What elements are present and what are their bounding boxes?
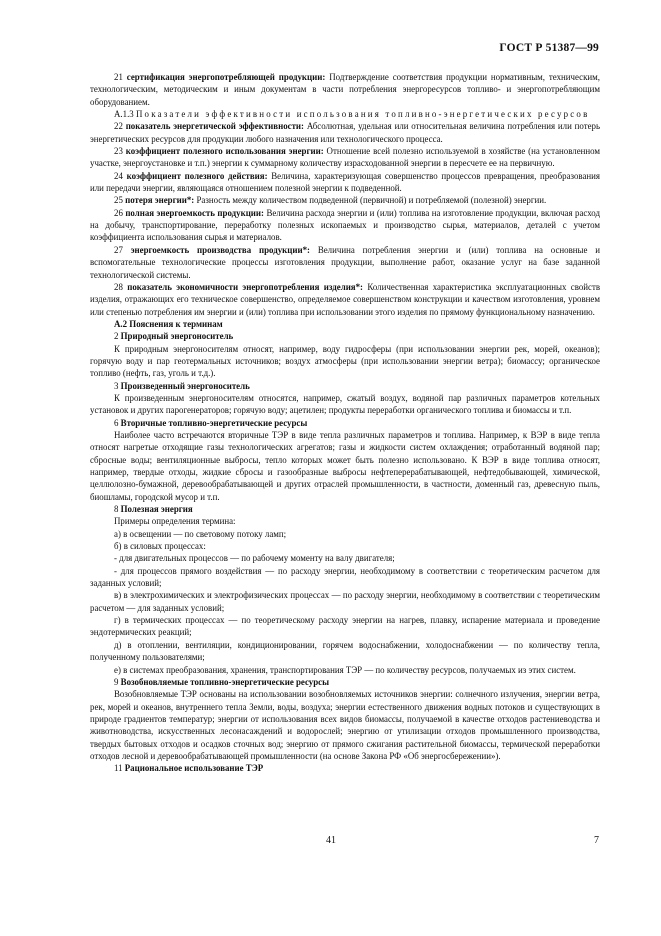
explanation-heading: 9 Возобновляемые топливно-энергетические ресурсы [114, 676, 330, 687]
explanation-paragraph: в) в электрохимических и электрофизических процессах — по расходу энергии, необходимому в соответствии с теоретическим расчетом — для заданных условий; [90, 590, 600, 613]
page-number: 41 [326, 835, 336, 846]
term-entry: 22 показатель энергетической эффективности: Абсолютная, удельная или относительная величина потребления или потерь энергетических ресурсов для продукции любого назначения или технологического процесса. [90, 121, 601, 144]
explanation-paragraph: - для процессов прямого воздействия — по расходу энергии, необходимому в соответствии с теоретическим расчетом для заданных условий; [90, 565, 600, 589]
term-entry: 27 энергоемкость производства продукции*: Величина потребления энергии и (или) топлива на основные и вспомогательные технологические процессы изготовления продукции, выполнение работ, оказание услуг на базе заданной технологической системы. [90, 244, 601, 280]
term-entry: 28 показатель экономичности энергопотребления изделия*: Количественная характеристика эксплуатационных свойств изделия, отражающих его техническое совершенство, определяемое совершенством конструкции и качеством изготовления, уровнем или степенью потребления им энергии и (или) топлива при использовании этого изделия по прямому функциональному назначению. [90, 281, 601, 317]
section-heading-a13: А.1.3 Показатели эффективности использования топливно-энергетических ресурсов [114, 109, 590, 120]
explanation-paragraph: К природным энергоносителям относят, например, воду гидросферы (при использовании энергии рек, морей, океанов); горячую воду и пар геотермальных источников; воздух атмосферы (при использовании энергии ветра); биомассу; органическое топливо (нефть, газ, уголь и т.д.). [90, 343, 600, 379]
explanation-paragraph: К произведенным энергоносителям относятся, например, сжатый воздух, водяной пар различных параметров котельных установок и других парогенераторов; горячую воду; ацетилен; продукты переработки органического топлива и биомассы и т.п. [90, 392, 600, 416]
explanation-paragraph: Возобновляемые ТЭР основаны на использовании возобновляемых источников энергии: солнечного излучения, энергии ветра, рек, морей и океанов, внутреннего тепла Земли, воды, воздуха; энергии естественного движения водных потоков и существующих в природе градиентов температур; энергии от использования всех видов биомассы, получаемой в качестве отходов растениеводства и животноводства, искусственных лесонасаждений и водорослей; энергию от утилизации отходов промышленного производства, твердых бытовых отходов и осадков сточных вод; энергию от прямого сжигания растительной биомассы, термической переработки отходов лесной и деревообрабатывающей промышленности (на основе Закона РФ «Об энергосбережении»). [90, 689, 600, 761]
explanation-heading: 8 Полезная энергия [114, 504, 193, 515]
term-entry: 21 сертификация энергопотребляющей продукции: Подтверждение соответствия продукции нормативным, техническим, технологическим, методическим и иным документам в части потребления энергоресурсов топливо- и энергопотребляющим оборудованием. [90, 72, 601, 107]
document-body [90, 71, 600, 775]
explanation-heading: 3 Произведенный энергоноситель [114, 380, 250, 391]
section-heading-a2: А.2 Пояснения к терминам [114, 318, 223, 329]
page-number-corner: 7 [594, 835, 599, 846]
standard-header: ГОСТ Р 51387—99 [499, 42, 599, 54]
explanation-paragraph: г) в термических процессах — по теоретическому расходу энергии на нагрев, плавку, испарение материала и проведение эндотермических реакций; [90, 615, 600, 638]
explanation-paragraph: е) в системах преобразования, хранения, транспортирования ТЭР — по количеству ресурсов, получаемых из этих систем. [114, 664, 576, 675]
explanation-heading: 2 Природный энергоноситель [114, 331, 234, 342]
explanation-heading: 6 Вторичные топливно-энергетические ресурсы [114, 417, 308, 428]
explanation-paragraph: Примеры определения термина: [114, 516, 236, 527]
explanation-paragraph: д) в отоплении, вентиляции, кондиционировании, горячем водоснабжении, холодоснабжении — по количеству тепла, полученному пользователями; [90, 639, 600, 663]
explanation-heading: 11 Рациональное использование ТЭР [114, 763, 264, 774]
term-entry: 25 потеря энергии*: Разность между количеством подведенной (первичной) и потребляемой (полезной) энергии. [114, 195, 547, 206]
explanation-paragraph: б) в силовых процессах: [114, 541, 206, 552]
term-entry: 26 полная энергоемкость продукции: Величина расхода энергии и (или) топлива на изготовление продукции, включая расход на добычу, транспортирование, переработку полезных ископаемых и производство сырья, материалов, деталей с учетом коэффициента использования сырья и материалов. [90, 207, 600, 243]
explanation-paragraph: Наиболее часто встречаются вторичные ТЭР в виде тепла различных параметров и топлива. Например, к ВЭР в виде тепла относят нагретые отходящие газы технологических агрегатов; газы и жидкости систем охлаждения; отработанный водяной пар; сбросные воды; вентиляционные выбросы, тепло которых может быть полезно использовано. К ВЭР в виде топлива относят, например, твердые отходы, жидкие сбросы и газообразные выбросы нефтеперерабатывающей, нефтедобывающей, химической, целлюлозно-бумажной, деревообрабатывающей и других отраслей промышленности, в частности, доменный газ, древесную пыль, биошламы, городской мусор и т.п. [90, 429, 600, 502]
explanation-paragraph: а) в освещении — по световому потоку ламп; [114, 528, 287, 539]
term-entry: 23 коэффициент полезного использования энергии: Отношение всей полезно используемой в хозяйстве (на установленном участке, энергоустановке и т.п.) энергии к суммарному количеству израсходованной энергии в пересчете ее на первичную. [90, 146, 601, 169]
term-entry: 24 коэффициент полезного действия: Величина, характеризующая совершенство процессов превращения, преобразования или передачи энергии, являющаяся отношением полезной энергии к подведенной. [90, 170, 600, 194]
explanation-paragraph: - для двигательных процессов — по рабочему моменту на валу двигателя; [114, 553, 395, 564]
